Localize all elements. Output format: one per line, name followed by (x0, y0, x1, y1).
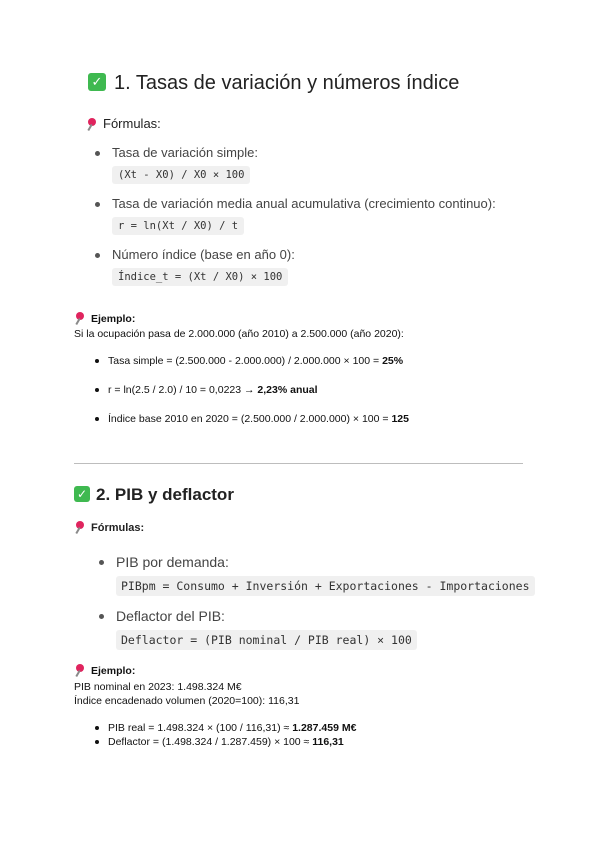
formula-item (92, 247, 572, 286)
formulas-label: Fórmulas: (103, 116, 161, 131)
result-text: Tasa simple = (2.500.000 - 2.000.000) / 2.000.000 × 100 = (108, 355, 383, 367)
result-item (92, 384, 572, 396)
formulas-label: Fórmulas: (91, 522, 145, 534)
pushpin-icon (74, 664, 86, 676)
section-2-title: 2. PIB y deflactor (96, 485, 234, 504)
example-label: Ejemplo: (91, 313, 136, 325)
section-1-example-label-row (74, 313, 135, 325)
section-2-formulas-label-row (74, 522, 144, 534)
section-1-result-list (92, 355, 572, 425)
example-label: Ejemplo: (91, 665, 136, 677)
formula-code: Deflactor = (PIB nominal / PIB real) × 100 (116, 630, 417, 650)
result-item (92, 413, 572, 425)
example-line: Índice encadenado volumen (2020=100): 116,31 (74, 695, 300, 707)
pushpin-icon (74, 312, 86, 324)
formula-item (96, 554, 576, 596)
pushpin-icon (74, 521, 86, 533)
formula-item (96, 608, 576, 650)
section-2-example-label-row (74, 665, 135, 677)
result-value: 2,23% anual (257, 384, 318, 396)
formula-label: Número índice (base en año 0): (112, 247, 295, 262)
result-value: 125 (391, 413, 409, 425)
result-item (92, 722, 572, 734)
formula-label: Tasa de variación simple: (112, 145, 258, 160)
check-mark-icon: ✓ (74, 486, 90, 502)
section-2-heading (74, 485, 234, 505)
formula-code: PIBpm = Consumo + Inversión + Exportaciones - Importaciones (116, 576, 535, 596)
section-1-formulas-label-row (86, 116, 161, 131)
pushpin-icon (86, 118, 98, 130)
check-mark-icon: ✓ (88, 73, 106, 91)
section-2-formula-list (96, 554, 576, 650)
section-1-title: 1. Tasas de variación y números índice (114, 72, 460, 94)
formula-code: r = ln(Xt / X0) / t (112, 217, 244, 235)
section-1-heading (88, 72, 459, 95)
result-text: Índice base 2010 en 2020 = (2.500.000 / 2.000.000) × 100 = (108, 413, 392, 425)
formula-item (92, 145, 572, 184)
section-2-result-list (92, 722, 572, 748)
example-line: PIB nominal en 2023: 1.498.324 M€ (74, 681, 242, 693)
formula-code: (Xt - X0) / X0 × 100 (112, 166, 250, 184)
formula-label: Deflactor del PIB: (116, 608, 225, 624)
result-value: 116,31 (312, 736, 344, 748)
formula-item (92, 196, 572, 235)
section-1-formula-list (92, 145, 572, 286)
result-item (92, 736, 572, 748)
section-divider (74, 463, 523, 464)
formula-code: Índice_t = (Xt / X0) × 100 (112, 268, 288, 286)
result-text: r = ln(2.5 / 2.0) / 10 = 0,0223 → (108, 384, 258, 396)
result-text: Deflactor = (1.498.324 / 1.287.459) × 100 ≈ (108, 736, 313, 748)
example-intro: Si la ocupación pasa de 2.000.000 (año 2010) a 2.500.000 (año 2020): (74, 328, 404, 340)
result-value: 25% (382, 355, 404, 367)
formula-label: PIB por demanda: (116, 554, 229, 570)
result-text: PIB real = 1.498.324 × (100 / 116,31) ≈ (108, 722, 293, 734)
result-item (92, 355, 572, 367)
formula-label: Tasa de variación media anual acumulativa (crecimiento continuo): (112, 196, 496, 211)
result-value: 1.287.459 M€ (292, 722, 357, 734)
